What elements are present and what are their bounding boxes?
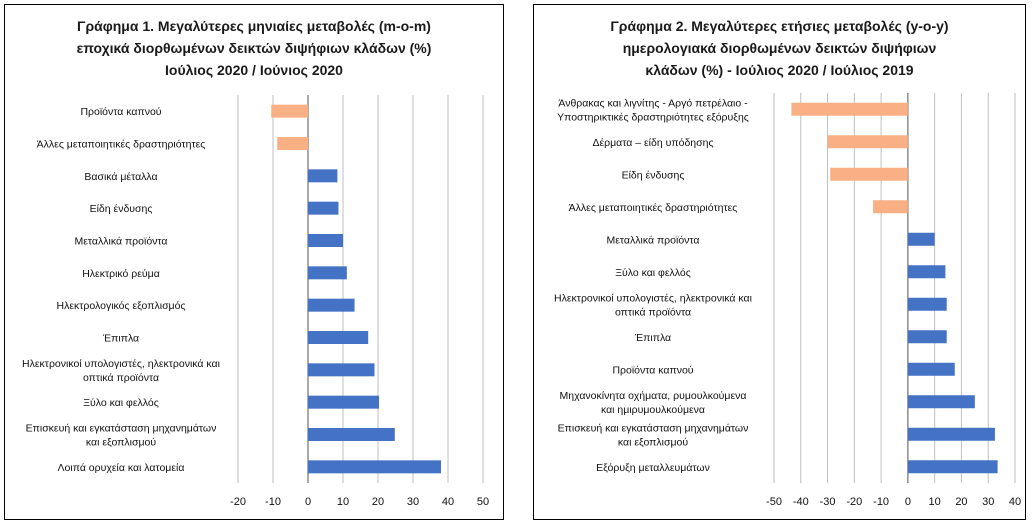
bar-2-8: [908, 363, 955, 376]
category-label-2-4: Μεταλλικά προϊόντα: [606, 234, 700, 247]
bar-1-3: [308, 202, 338, 215]
bar-2-3: [873, 200, 908, 213]
bar-1-10: [308, 428, 395, 441]
category-label-1-10: Επισκευή και εγκατάσταση μηχανημάτων και εξοπλισμού: [25, 422, 217, 449]
chart-plot-2: [534, 5, 1027, 521]
bar-2-10: [908, 428, 995, 441]
x-tick-label-2-3: -20: [846, 496, 863, 508]
category-label-2-8: Προϊόντα καπνού: [612, 364, 694, 377]
bar-2-2: [830, 168, 908, 181]
x-tick-label-2-5: 0: [904, 496, 911, 508]
category-label-2-3: Άλλες μεταποιητικές δραστηριότητες: [568, 201, 738, 214]
category-label-1-2: Βασικά μέταλλα: [84, 170, 158, 183]
bar-2-4: [908, 233, 935, 246]
category-label-1-1: Άλλες μεταποιητικές δραστηριότητες: [36, 138, 206, 151]
bar-1-8: [308, 363, 375, 376]
category-label-2-0: Άνθρακας και λιγνίτης - Αργό πετρέλαιο -Υποστηρικτικές δραστηριότητες εξόρυξης: [557, 97, 749, 124]
x-tick-label-2-0: -50: [766, 496, 782, 508]
chart-title-2-line-1: Γράφημα 2. Μεγαλύτερες ετήσιες μεταβολές (y-o-y): [610, 18, 949, 34]
category-label-2-11: Εξόρυξη μεταλλευμάτων: [596, 461, 710, 474]
x-tick-label-2-8: 30: [982, 496, 995, 508]
category-label-1-4: Μεταλλικά προϊόντα: [74, 235, 168, 248]
x-tick-label-2-6: 10: [928, 496, 941, 508]
x-tick-label-2-9: 40: [1008, 496, 1022, 508]
x-tick-label-1-7: 50: [476, 496, 490, 508]
category-label-1-7: Έπιπλα: [102, 332, 140, 345]
x-tick-label-1-1: -10: [265, 496, 281, 508]
bar-2-11: [908, 460, 998, 473]
category-label-1-9: Ξύλο και φελλός: [83, 397, 159, 410]
bar-2-1: [828, 135, 908, 148]
category-label-2-2: Είδη ένδυσης: [621, 169, 685, 182]
bar-1-5: [308, 266, 347, 279]
category-label-2-5: Ξύλο και φελλός: [615, 266, 691, 279]
chart-title-1-line-3: Ιούλιος 2020 / Ιούνιος 2020: [165, 62, 343, 78]
chart-panel-2: [533, 4, 1026, 520]
chart-plot-1: [5, 5, 505, 521]
x-tick-label-1-6: 40: [441, 496, 455, 508]
x-tick-label-2-2: -30: [819, 496, 836, 508]
x-tick-label-1-0: -20: [230, 496, 246, 508]
x-tick-label-1-4: 20: [371, 496, 385, 508]
bar-2-6: [908, 298, 947, 311]
x-tick-label-1-3: 10: [336, 496, 350, 508]
x-tick-label-2-4: -10: [873, 496, 890, 508]
chart-title-2-line-3: κλάδων (%) - Ιούλιος 2020 / Ιούλιος 2019: [645, 62, 914, 78]
category-label-2-9: Μηχανοκίνητα οχήματα, ρυμουλκούμενα και ημιρυμουλκούμενα: [559, 389, 747, 416]
bar-2-7: [908, 330, 947, 343]
x-tick-label-2-1: -40: [792, 496, 809, 508]
bar-1-7: [308, 331, 368, 344]
category-label-1-3: Είδη ένδυσης: [89, 203, 153, 216]
bar-1-9: [308, 396, 379, 409]
category-label-1-0: Προϊόντα καπνού: [80, 106, 162, 119]
chart-title-2-line-2: ημερολογιακά διορθωμένων δεικτών διψήφιων: [622, 40, 937, 56]
bar-1-11: [308, 460, 441, 473]
bar-1-1: [277, 137, 308, 150]
bar-1-4: [308, 234, 343, 247]
category-label-1-5: Ηλεκτρικό ρεύμα: [82, 267, 160, 280]
x-tick-label-1-5: 30: [406, 496, 420, 508]
bar-1-6: [308, 299, 355, 312]
chart-panel-1: [4, 4, 504, 520]
bar-2-0: [791, 103, 907, 116]
bar-1-2: [308, 169, 337, 182]
bar-1-0: [271, 105, 308, 118]
category-label-2-7: Έπιπλα: [634, 331, 672, 344]
x-tick-label-1-2: 0: [304, 496, 312, 508]
chart-title-1-line-2: εποχικά διορθωμένων δεικτών διψήφιων κλάδων (%): [76, 40, 432, 56]
category-label-1-8: Ηλεκτρονικοί υπολογιστές, ηλεκτρονικά και οπτικά προϊόντα: [22, 357, 220, 384]
bar-2-5: [908, 265, 945, 278]
chart-title-1-line-1: Γράφημα 1. Μεγαλύτερες μηνιαίες μεταβολές (m-o-m): [77, 18, 431, 34]
category-label-2-6: Ηλεκτρονικοί υπολογιστές, ηλεκτρονικά και οπτικά προϊόντα: [554, 292, 752, 319]
category-label-2-1: Δέρματα – είδη υπόδησης: [592, 136, 714, 149]
category-label-1-11: Λοιπά ορυχεία και λατομεία: [57, 461, 185, 474]
category-label-1-6: Ηλεκτρολογικός εξοπλισμός: [56, 300, 186, 313]
x-tick-label-2-7: 20: [955, 496, 968, 508]
category-label-2-10: Επισκευή και εγκατάσταση μηχανημάτων και εξοπλισμού: [557, 422, 749, 449]
bar-2-9: [908, 395, 975, 408]
